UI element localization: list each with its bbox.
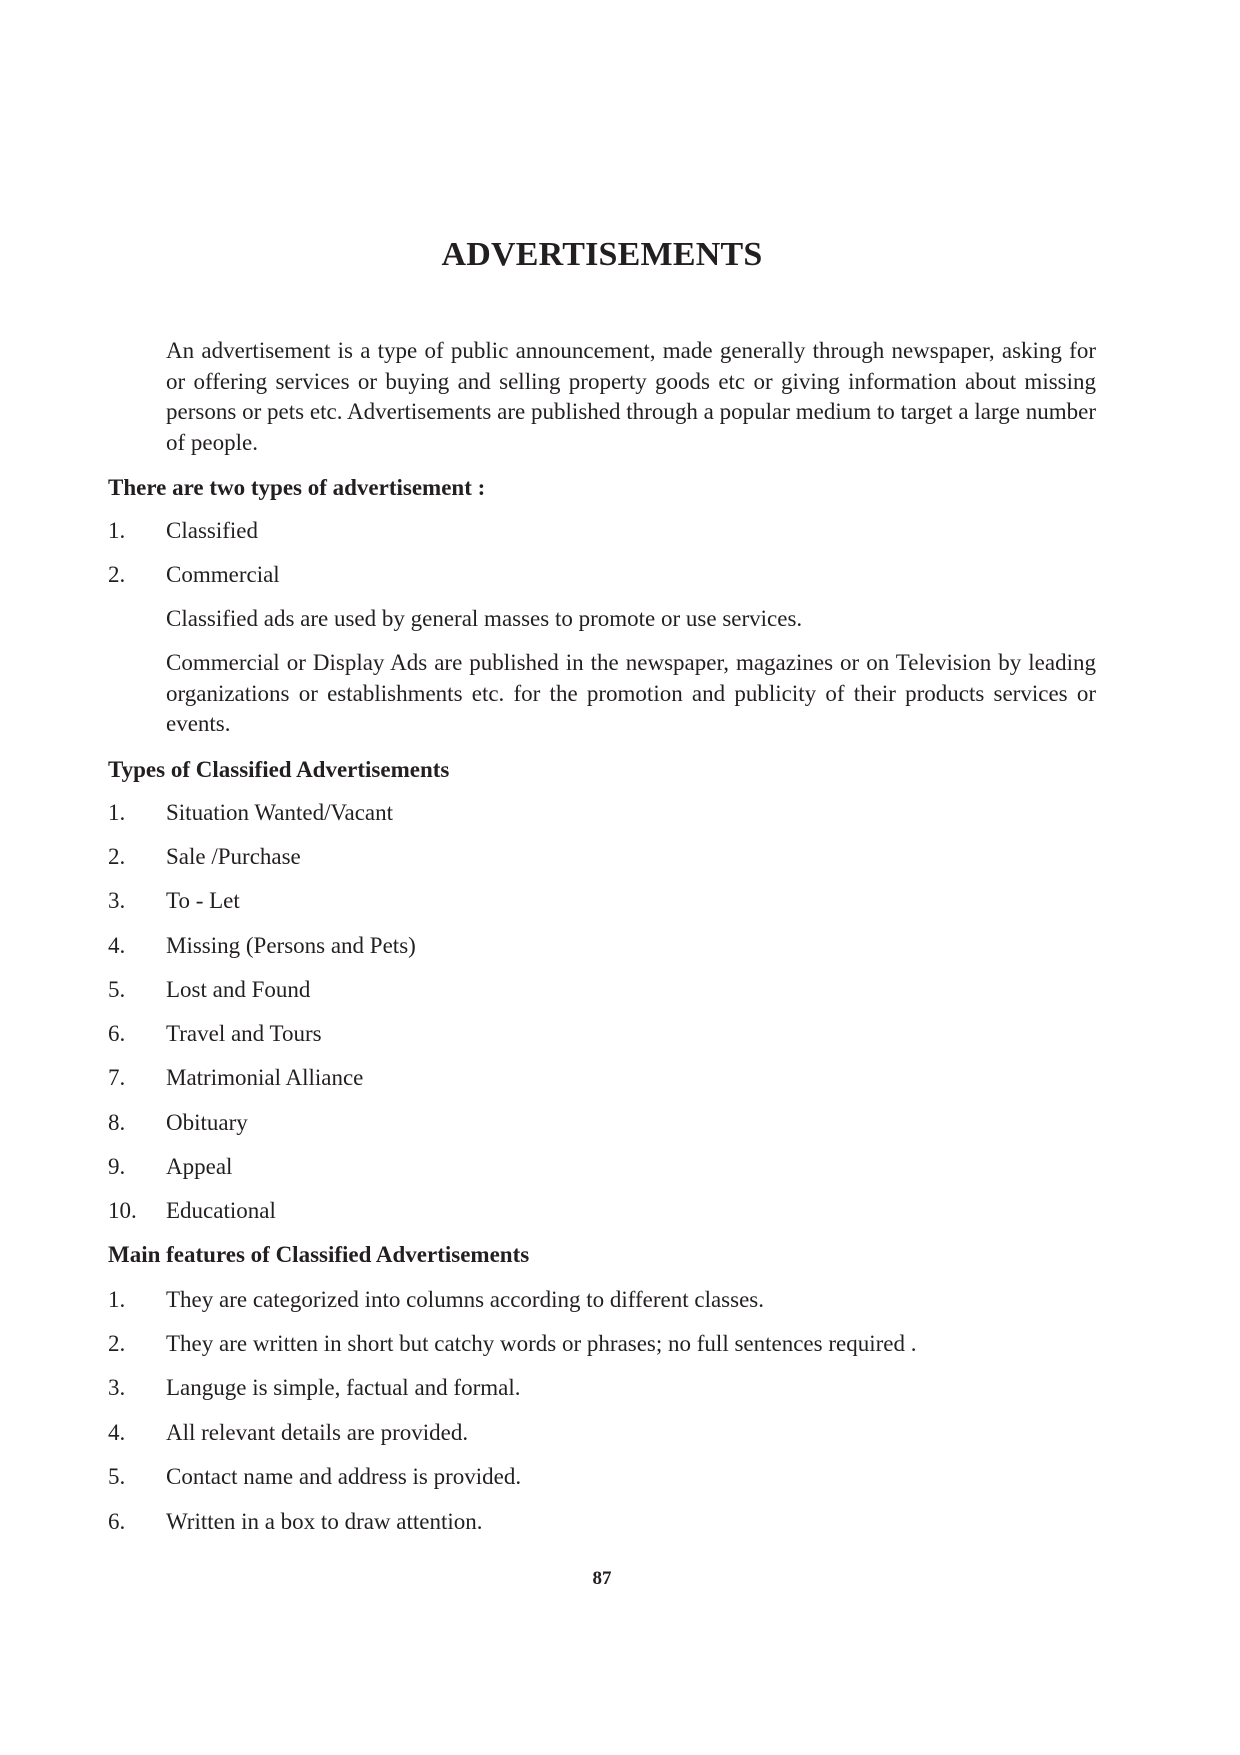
list-item-text: They are written in short but catchy words or phrases; no full sentences required . (166, 1331, 917, 1356)
list-item-text: Situation Wanted/Vacant (166, 800, 394, 825)
list-item-number: 3. (108, 888, 126, 913)
list-item (108, 1108, 248, 1138)
list-item-text: Missing (Persons and Pets) (166, 933, 416, 958)
page-number: 87 (592, 1568, 612, 1589)
list-item-number: 2. (108, 844, 126, 869)
list-item-text: Written in a box to draw attention. (166, 1509, 483, 1534)
list-item-text: Sale /Purchase (166, 844, 301, 869)
list-item-text: Contact name and address is provided. (166, 1464, 522, 1489)
types-heading: There are two types of advertisement : (108, 475, 486, 500)
intro-paragraph: An advertisement is a type of public announcement, made generally through newspaper, asking for or offering services or buying and selling property goods etc or giving information about missing persons or pets etc. Advertisements are published through a popular medium to target a large number of people. (166, 338, 1096, 455)
list-item-text: Matrimonial Alliance (166, 1065, 364, 1090)
list-item-number: 2. (108, 1331, 126, 1356)
list-item (108, 1196, 276, 1226)
list-item (108, 1019, 322, 1049)
list-item-text: Commercial (166, 562, 280, 587)
commercial-note: Commercial or Display Ads are published in the newspaper, magazines or on Television by leading organizations or establishments etc. for the promotion and publicity of their products services or events. (166, 650, 1096, 736)
list-item (108, 1462, 521, 1492)
list-item-text: They are categorized into columns according to different classes. (166, 1287, 764, 1312)
page-title: ADVERTISEMENTS (441, 236, 763, 273)
classified-types-heading: Types of Classified Advertisements (108, 757, 450, 782)
list-item (108, 516, 258, 546)
list-item-text: Languge is simple, factual and formal. (166, 1375, 521, 1400)
list-item (108, 1507, 483, 1537)
list-item (108, 886, 240, 916)
list-item-text: Lost and Found (166, 977, 311, 1002)
list-item (108, 1418, 468, 1448)
classified-note: Classified ads are used by general masses to promote or use services. (166, 606, 803, 631)
list-item-number: 8. (108, 1110, 126, 1135)
list-item-number: 7. (108, 1065, 126, 1090)
list-item-number: 1. (108, 518, 126, 543)
list-item (108, 1152, 232, 1182)
list-item (108, 975, 310, 1005)
list-item-number: 6. (108, 1509, 126, 1534)
list-item (108, 931, 416, 961)
list-item-number: 6. (108, 1021, 126, 1046)
list-item (108, 798, 393, 828)
list-item-text: To - Let (166, 888, 240, 913)
list-item-text: Educational (166, 1198, 276, 1223)
list-item-text: Obituary (166, 1110, 248, 1135)
features-heading: Main features of Classified Advertisements (108, 1242, 530, 1267)
list-item-number: 5. (108, 977, 126, 1002)
list-item (108, 842, 301, 872)
list-item-number: 4. (108, 933, 126, 958)
list-item-number: 9. (108, 1154, 126, 1179)
list-item-number: 1. (108, 800, 126, 825)
list-item-number: 10. (108, 1198, 137, 1223)
list-item (108, 1285, 764, 1315)
list-item-number: 2. (108, 562, 126, 587)
list-item-number: 5. (108, 1464, 126, 1489)
list-item-text: All relevant details are provided. (166, 1420, 469, 1445)
list-item-text: Travel and Tours (166, 1021, 322, 1046)
list-item (108, 1373, 520, 1403)
list-item (108, 560, 280, 590)
list-item-text: Appeal (166, 1154, 233, 1179)
list-item-number: 1. (108, 1287, 126, 1312)
list-item-text: Classified (166, 518, 258, 543)
list-item-number: 3. (108, 1375, 126, 1400)
list-item (108, 1063, 363, 1093)
list-item (108, 1329, 916, 1359)
list-item-number: 4. (108, 1420, 126, 1445)
